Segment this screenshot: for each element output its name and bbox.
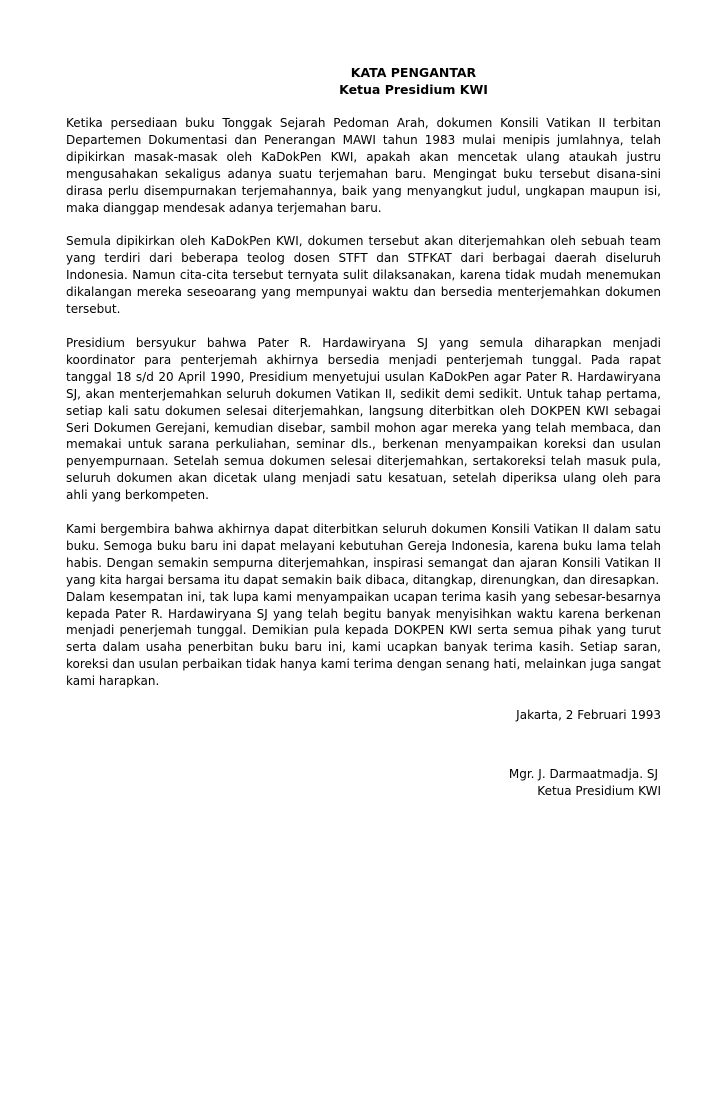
paragraph-5: Dalam kesempatan ini, tak lupa kami menyampaikan ucapan terima kasih yang sebesar-besarnya kepada Pater R. Hardawiryana SJ yang telah begitu banyak menyisihkan waktu karena berkenan menjadi penerjemah tunggal. Demikian pula kepada DOKPEN KWI serta semua pihak yang turut serta dalam usaha penerbitan buku baru ini, kami ucapkan banyak terima kasih. Setiap saran, koreksi dan usulan perbaikan tidak hanya kami terima dengan senang hati, melainkan juga sangat kami harapkan. [66,589,661,689]
document-subtitle: Ketua Presidium KWI [339,82,488,97]
signatory-title: Ketua Presidium KWI [537,784,661,799]
paragraph-3: Presidium bersyukur bahwa Pater R. Hardawiryana SJ yang semula diharapkan menjadi koordinator para penterjemah akhirnya bersedia menjadi penterjemah tunggal. Pada rapat tanggal 18 s/d 20 April 1990, Presidium menyetujui usulan KaDokPen agar Pater R. Hardawiryana SJ, akan menterjemahkan seluruh dokumen Vatikan II, sedikit demi sedikit. Untuk tahap pertama, setiap kali satu dokumen selesai diterjemahkan, langsung diterbitkan oleh DOKPEN KWI sebagai Seri Dokumen Gerejani, kemudian disebar, sambil mohon agar mereka yang telah membaca, dan memakai untuk sarana perkuliahan, seminar dls., berkenan menyampaikan koreksi dan usulan penyempurnaan. Setelah semua dokumen selesai diterjemahkan, sertakoreksi telah masuk pula, seluruh dokumen akan dicetak ulang menjadi satu kesatuan, setelah diperiksa ulang oleh para ahli yang berkompeten. [66,335,661,503]
paragraph-1: Ketika persediaan buku Tonggak Sejarah Pedoman Arah, dokumen Konsili Vatikan II terbitan Departemen Dokumentasi dan Penerangan MAWI tahun 1983 mulai menipis jumlahnya, telah dipikirkan masak-masak oleh KaDokPen KWI, apakah akan mencetak ulang ataukah justru mengusahakan sekaligus adanya suatu terjemahan baru. Mengingat buku tersebut disana-sini dirasa perlu disempurnakan terjemahannya, baik yang menyangkut judul, ungkapan maupun isi, maka dianggap mendesak adanya terjemahan baru. [66,116,661,215]
paragraph-2: Semula dipikirkan oleh KaDokPen KWI, dokumen tersebut akan diterjemahkan oleh sebuah team yang terdiri dari beberapa teolog dosen STFT dan STFKAT dari berbagai daerah diseluruh Indonesia. Namun cita-cita tersebut ternyata sulit dilaksanakan, karena tidak mudah menemukan dikalangan mereka seseoarang yang mempunyai waktu dan bersedia menterjemahkan dokumen tersebut. [66,234,661,317]
spacer [66,98,661,115]
spacer [66,216,661,233]
place-date: Jakarta, 2 Februari 1993 [516,708,661,723]
spacer [66,504,661,521]
paragraph-4: Kami bergembira bahwa akhirnya dapat diterbitkan seluruh dokumen Konsili Vatikan II dalam satu buku. Semoga buku baru ini dapat melayani kebutuhan Gereja Indonesia, karena buku lama telah habis. Dengan semakin sempurna diterjemahkan, inspirasi semangat dan ajaran Konsili Vatikan II yang kita hargai bersama itu dapat semakin baik dibaca, ditangkap, direnungkan, dan diresapkan. [66,522,661,587]
signature-block [66,766,661,806]
document-page [66,64,661,806]
spacer [66,318,661,335]
spacer [66,690,661,707]
document-title: KATA PENGANTAR [350,65,477,80]
signatory-name: Mgr. J. Darmaatmadja. SJ [508,767,658,782]
